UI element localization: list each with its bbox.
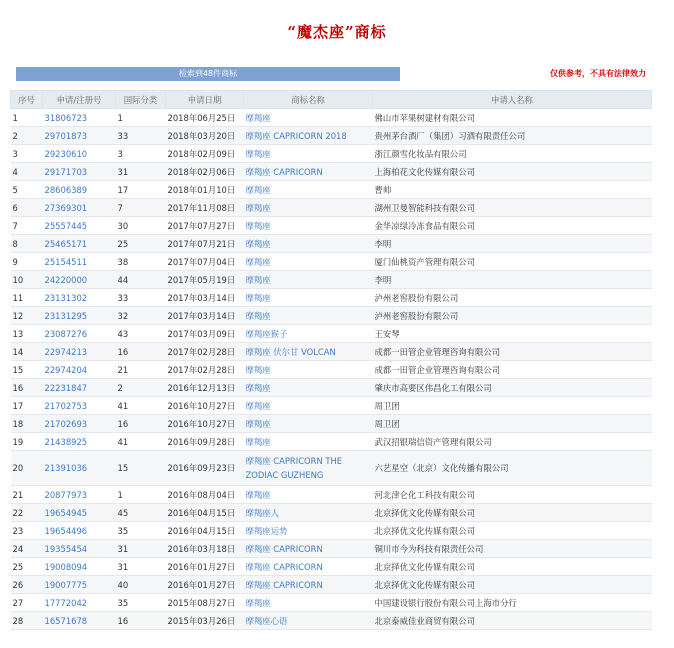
table-row: [11, 235, 652, 253]
cell-applicant: 李明: [373, 271, 652, 289]
cell-class: 17: [116, 181, 166, 199]
cell-trademark-name[interactable]: 摩羯座: [244, 217, 373, 235]
cell-reg-no[interactable]: 25154511: [43, 253, 116, 271]
cell-trademark-name[interactable]: 摩羯座猴子: [244, 325, 373, 343]
cell-seq: 25: [11, 558, 43, 576]
cell-date: 2017年03月09日: [166, 325, 244, 343]
cell-trademark-name[interactable]: 摩羯座: [244, 109, 373, 127]
header-name: 商标名称: [244, 91, 373, 109]
cell-class: 31: [116, 163, 166, 181]
table-row: [11, 594, 652, 612]
cell-seq: 22: [11, 504, 43, 522]
cell-trademark-name[interactable]: 摩羯座心语: [244, 612, 373, 630]
cell-seq: 26: [11, 576, 43, 594]
cell-seq: 13: [11, 325, 43, 343]
cell-reg-no[interactable]: 22974204: [43, 361, 116, 379]
table-row: [11, 181, 652, 199]
table-row: [11, 343, 652, 361]
cell-class: 32: [116, 307, 166, 325]
cell-class: 43: [116, 325, 166, 343]
table-row: [11, 451, 652, 486]
cell-trademark-name[interactable]: 摩羯座: [244, 433, 373, 451]
cell-applicant: 金华凉绿冷冻食品有限公司: [373, 217, 652, 235]
cell-class: 2: [116, 379, 166, 397]
cell-trademark-name[interactable]: 摩羯座 CAPRICORN THE ZODIAC GUZHENG: [244, 451, 373, 486]
cell-seq: 9: [11, 253, 43, 271]
cell-class: 25: [116, 235, 166, 253]
cell-reg-no[interactable]: 25557445: [43, 217, 116, 235]
cell-trademark-name[interactable]: 摩羯座: [244, 594, 373, 612]
cell-seq: 21: [11, 486, 43, 504]
cell-applicant: 周卫团: [373, 415, 652, 433]
cell-trademark-name[interactable]: 摩羯座: [244, 415, 373, 433]
cell-reg-no[interactable]: 21702693: [43, 415, 116, 433]
cell-class: 7: [116, 199, 166, 217]
cell-class: 1: [116, 486, 166, 504]
disclaimer-note: 仅供参考，不具有法律效力: [550, 69, 646, 78]
table-row: [11, 576, 652, 594]
cell-applicant: 河北津仑化工科技有限公司: [373, 486, 652, 504]
table-row: [11, 612, 652, 630]
table-row: [11, 397, 652, 415]
cell-class: 33: [116, 127, 166, 145]
table-row: [11, 127, 652, 145]
cell-seq: 24: [11, 540, 43, 558]
cell-reg-no[interactable]: 23087276: [43, 325, 116, 343]
cell-applicant: 北京择优文化传媒有限公司: [373, 576, 652, 594]
cell-class: 31: [116, 558, 166, 576]
table-row: [11, 109, 652, 127]
cell-class: 1: [116, 109, 166, 127]
header-seq: 序号: [11, 91, 43, 109]
cell-applicant: 周卫团: [373, 397, 652, 415]
cell-applicant: 铜川市今为科技有限责任公司: [373, 540, 652, 558]
cell-applicant: 泸州老窖股份有限公司: [373, 289, 652, 307]
cell-trademark-name[interactable]: 摩羯座: [244, 486, 373, 504]
table-row: [11, 540, 652, 558]
cell-seq: 6: [11, 199, 43, 217]
header-applicant: 申请人名称: [373, 91, 652, 109]
cell-date: 2018年02月09日: [166, 145, 244, 163]
cell-reg-no[interactable]: 21702753: [43, 397, 116, 415]
cell-trademark-name[interactable]: 摩羯座 CAPRICORN: [244, 540, 373, 558]
header-class: 国际分类: [116, 91, 166, 109]
cell-class: 21: [116, 361, 166, 379]
cell-applicant: 贵州茅台酒厂（集团）习酒有限责任公司: [373, 127, 652, 145]
cell-reg-no[interactable]: 22231847: [43, 379, 116, 397]
cell-date: 2016年12月13日: [166, 379, 244, 397]
table-header-row: [11, 91, 652, 109]
cell-reg-no[interactable]: 19355454: [43, 540, 116, 558]
cell-date: 2017年03月14日: [166, 307, 244, 325]
cell-class: 41: [116, 397, 166, 415]
table-row: [11, 558, 652, 576]
cell-seq: 4: [11, 163, 43, 181]
cell-trademark-name[interactable]: 摩羯座: [244, 361, 373, 379]
header-date: 申请日期: [166, 91, 244, 109]
cell-reg-no[interactable]: 27369301: [43, 199, 116, 217]
cell-reg-no[interactable]: 28606389: [43, 181, 116, 199]
cell-seq: 7: [11, 217, 43, 235]
cell-date: 2017年02月28日: [166, 343, 244, 361]
cell-seq: 20: [11, 451, 43, 486]
cell-applicant: 北京择优文化传媒有限公司: [373, 558, 652, 576]
cell-applicant: 浙江颜雪化妆品有限公司: [373, 145, 652, 163]
cell-class: 31: [116, 540, 166, 558]
cell-date: 2018年01月10日: [166, 181, 244, 199]
cell-trademark-name[interactable]: 摩羯座: [244, 397, 373, 415]
cell-reg-no[interactable]: 20877973: [43, 486, 116, 504]
cell-seq: 23: [11, 522, 43, 540]
cell-applicant: 李明: [373, 235, 652, 253]
cell-date: 2016年08月04日: [166, 486, 244, 504]
cell-applicant: 六艺星空（北京）文化传播有限公司: [373, 451, 652, 486]
cell-date: 2017年07月27日: [166, 217, 244, 235]
cell-trademark-name[interactable]: 摩羯座: [244, 235, 373, 253]
cell-class: 41: [116, 433, 166, 451]
table-row: [11, 217, 652, 235]
cell-date: 2016年04月15日: [166, 504, 244, 522]
trademark-table: [10, 90, 652, 630]
cell-seq: 19: [11, 433, 43, 451]
cell-class: 15: [116, 451, 166, 486]
cell-applicant: 武汉招银瑞信资产管理有限公司: [373, 433, 652, 451]
cell-applicant: 上海柏花文化传媒有限公司: [373, 163, 652, 181]
cell-class: 16: [116, 415, 166, 433]
cell-reg-no[interactable]: 25465171: [43, 235, 116, 253]
table-body: [11, 109, 652, 630]
cell-class: 35: [116, 594, 166, 612]
cell-trademark-name[interactable]: 摩羯座 伏尔甘 VOLCAN: [244, 343, 373, 361]
cell-reg-no[interactable]: 24220000: [43, 271, 116, 289]
cell-trademark-name[interactable]: 摩羯座: [244, 145, 373, 163]
cell-reg-no[interactable]: 23131295: [43, 307, 116, 325]
cell-trademark-name[interactable]: 摩羯座 CAPRICORN: [244, 163, 373, 181]
cell-applicant: 成都一田管企业管理咨询有限公司: [373, 343, 652, 361]
cell-applicant: 厦门仙桃资产管理有限公司: [373, 253, 652, 271]
table-row: [11, 433, 652, 451]
cell-trademark-name[interactable]: 摩羯座 CAPRICORN: [244, 558, 373, 576]
cell-class: 35: [116, 522, 166, 540]
cell-trademark-name[interactable]: 摩羯座 CAPRICORN: [244, 576, 373, 594]
cell-date: 2018年02月06日: [166, 163, 244, 181]
table-row: [11, 289, 652, 307]
cell-reg-no[interactable]: 29171703: [43, 163, 116, 181]
cell-class: 16: [116, 343, 166, 361]
cell-applicant: 北京择优文化传媒有限公司: [373, 522, 652, 540]
cell-applicant: 北京择优文化传媒有限公司: [373, 504, 652, 522]
cell-seq: 10: [11, 271, 43, 289]
cell-date: 2016年03月18日: [166, 540, 244, 558]
cell-reg-no[interactable]: 22974213: [43, 343, 116, 361]
cell-seq: 8: [11, 235, 43, 253]
cell-reg-no[interactable]: 16571678: [43, 612, 116, 630]
cell-date: 2016年04月15日: [166, 522, 244, 540]
cell-trademark-name[interactable]: 摩羯座 CAPRICORN 2018: [244, 127, 373, 145]
cell-seq: 28: [11, 612, 43, 630]
cell-applicant: 北京泰威佳业商贸有限公司: [373, 612, 652, 630]
search-result-banner: 检索到48件商标: [16, 67, 400, 81]
table-row: [11, 307, 652, 325]
cell-seq: 3: [11, 145, 43, 163]
cell-date: 2018年06月25日: [166, 109, 244, 127]
table-row: [11, 271, 652, 289]
cell-reg-no[interactable]: 29701873: [43, 127, 116, 145]
cell-reg-no[interactable]: 21391036: [43, 451, 116, 486]
cell-trademark-name[interactable]: 摩羯座: [244, 253, 373, 271]
cell-date: 2017年03月14日: [166, 289, 244, 307]
table-row: [11, 379, 652, 397]
cell-seq: 2: [11, 127, 43, 145]
cell-reg-no[interactable]: 23131302: [43, 289, 116, 307]
cell-date: 2016年10月27日: [166, 415, 244, 433]
cell-reg-no[interactable]: 31806723: [43, 109, 116, 127]
cell-applicant: 肇庆市高要区伟昌化工有限公司: [373, 379, 652, 397]
header-reg-no: 申请/注册号: [43, 91, 116, 109]
cell-trademark-name[interactable]: 摩羯座运势: [244, 522, 373, 540]
cell-date: 2016年01月27日: [166, 558, 244, 576]
cell-applicant: 中国建设银行股份有限公司上海市分行: [373, 594, 652, 612]
cell-trademark-name[interactable]: 摩羯座: [244, 199, 373, 217]
cell-date: 2016年09月23日: [166, 451, 244, 486]
cell-class: 30: [116, 217, 166, 235]
cell-trademark-name[interactable]: 摩羯座: [244, 271, 373, 289]
cell-date: 2017年07月21日: [166, 235, 244, 253]
cell-applicant: 湖州卫曼智能科技有限公司: [373, 199, 652, 217]
table-row: [11, 325, 652, 343]
cell-reg-no[interactable]: 19654945: [43, 504, 116, 522]
cell-date: 2017年07月04日: [166, 253, 244, 271]
cell-seq: 17: [11, 397, 43, 415]
cell-date: 2017年05月19日: [166, 271, 244, 289]
cell-date: 2016年09月28日: [166, 433, 244, 451]
cell-seq: 1: [11, 109, 43, 127]
cell-class: 45: [116, 504, 166, 522]
cell-applicant: 曹帅: [373, 181, 652, 199]
cell-date: 2016年10月27日: [166, 397, 244, 415]
cell-seq: 16: [11, 379, 43, 397]
table-row: [11, 415, 652, 433]
cell-trademark-name[interactable]: 摩羯座: [244, 307, 373, 325]
cell-reg-no[interactable]: 19008094: [43, 558, 116, 576]
cell-date: 2016年01月27日: [166, 576, 244, 594]
table-row: [11, 163, 652, 181]
cell-class: 40: [116, 576, 166, 594]
cell-applicant: 王安琴: [373, 325, 652, 343]
cell-reg-no[interactable]: 29230610: [43, 145, 116, 163]
cell-date: 2018年03月20日: [166, 127, 244, 145]
cell-date: 2015年08月27日: [166, 594, 244, 612]
cell-seq: 18: [11, 415, 43, 433]
cell-class: 3: [116, 145, 166, 163]
table-row: [11, 486, 652, 504]
cell-applicant: 佛山市苹果树建材有限公司: [373, 109, 652, 127]
cell-applicant: 泸州老窖股份有限公司: [373, 307, 652, 325]
table-row: [11, 145, 652, 163]
cell-seq: 12: [11, 307, 43, 325]
cell-class: 16: [116, 612, 166, 630]
cell-seq: 11: [11, 289, 43, 307]
cell-reg-no[interactable]: 19007775: [43, 576, 116, 594]
cell-class: 33: [116, 289, 166, 307]
table-row: [11, 253, 652, 271]
cell-reg-no[interactable]: 21438925: [43, 433, 116, 451]
table-row: [11, 522, 652, 540]
cell-seq: 14: [11, 343, 43, 361]
cell-seq: 5: [11, 181, 43, 199]
cell-trademark-name[interactable]: 摩羯座: [244, 181, 373, 199]
cell-date: 2017年02月28日: [166, 361, 244, 379]
cell-date: 2015年03月26日: [166, 612, 244, 630]
cell-reg-no[interactable]: 17772042: [43, 594, 116, 612]
cell-applicant: 成都一田管企业管理咨询有限公司: [373, 361, 652, 379]
cell-trademark-name[interactable]: 摩羯座人: [244, 504, 373, 522]
cell-trademark-name[interactable]: 摩羯座: [244, 289, 373, 307]
cell-seq: 15: [11, 361, 43, 379]
cell-class: 38: [116, 253, 166, 271]
table-row: [11, 504, 652, 522]
cell-class: 44: [116, 271, 166, 289]
table-row: [11, 361, 652, 379]
cell-trademark-name[interactable]: 摩羯座: [244, 379, 373, 397]
cell-reg-no[interactable]: 19654496: [43, 522, 116, 540]
cell-seq: 27: [11, 594, 43, 612]
table-row: [11, 199, 652, 217]
cell-date: 2017年11月08日: [166, 199, 244, 217]
page-title: “魔杰座”商标: [287, 23, 387, 41]
